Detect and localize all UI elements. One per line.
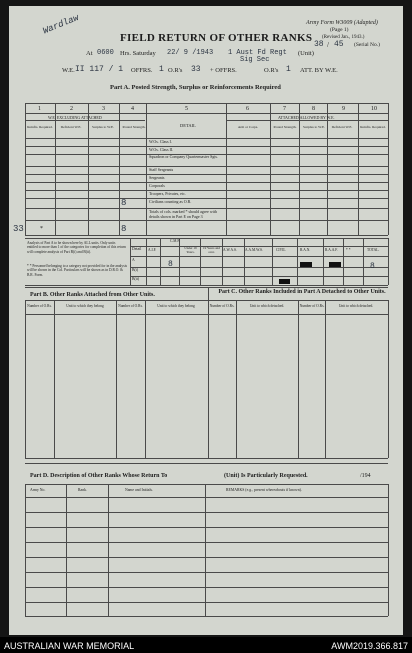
analysis-header-5: R.A.N.	[300, 248, 311, 252]
row-line	[25, 190, 388, 191]
analysis-bottom-line	[25, 285, 388, 286]
analysis-column-line	[222, 238, 223, 285]
column-line	[119, 103, 120, 235]
part-d-row-line	[25, 512, 388, 513]
left-header-1: Deficient W.E.	[60, 125, 82, 129]
detail-row-5: Corporals	[149, 183, 165, 188]
part-d-column-line	[205, 484, 206, 616]
part-d-header-0: Army No.	[30, 488, 46, 492]
column-line	[299, 103, 300, 235]
analysis-header-8: TOTAL.	[367, 248, 380, 252]
part-b-header-1: Unit to which they belong	[66, 304, 104, 308]
row-line	[25, 146, 388, 147]
analysis-row-label-1: B(i)	[132, 268, 139, 272]
serial-slash: /	[327, 41, 329, 49]
column-number-2: 2	[70, 106, 73, 112]
left-group-header: W.E. EXCLUDING ATTACHED	[48, 115, 102, 120]
left-header-2: Surplus to W.E.	[92, 125, 114, 129]
row-line	[25, 166, 388, 167]
part-bc-bottom-line	[25, 458, 388, 459]
column-number-4: 4	[131, 106, 134, 112]
troopers-posted-value: 8	[121, 198, 127, 208]
serial-label: (Serial No.)	[354, 42, 380, 48]
left-group-line	[25, 120, 145, 121]
part-bc-column-line	[208, 300, 209, 458]
column-number-8: 8	[312, 106, 315, 112]
analysis-header-3: A.A.M.W.S.	[245, 248, 263, 252]
part-b-title: Part B. Other Ranks Attached from Other Units.	[30, 292, 155, 298]
total-posted-value: 8	[121, 224, 127, 234]
part-a-top-line	[25, 103, 388, 104]
redaction-block-1	[300, 262, 312, 267]
right-header-1: Posted Strength.	[273, 125, 297, 129]
part-d-row-line	[25, 602, 388, 603]
detail-row-2: Squadron or Company Quartermaster Sgts.	[149, 154, 218, 159]
part-d-column-line	[25, 484, 26, 616]
part-d-header-2: Name and Initials.	[125, 488, 153, 492]
part-d-date-suffix: /194	[360, 473, 371, 479]
part-d-header-line	[25, 497, 388, 498]
part-bc-column-line	[54, 300, 55, 458]
part-d-row-line	[25, 572, 388, 573]
analysis-header-7: * *	[346, 248, 351, 252]
form-title: FIELD RETURN OF OTHER RANKS	[120, 32, 313, 44]
analysis-header-line	[130, 256, 388, 257]
analysis-cmf-under: Under 19 Years.	[184, 246, 197, 254]
form-number: Army Form W3009 (Adapted)	[306, 20, 378, 26]
column-line	[226, 103, 227, 235]
line2-att: ATT. BY W.E.	[300, 67, 338, 74]
detail-header: DETAIL	[180, 123, 196, 128]
detail-row-8: Totals of cols. marked * should agree with details shown in Part E on Page 3	[149, 209, 217, 219]
row-line	[25, 138, 388, 139]
analysis-column-line	[130, 238, 131, 285]
analysis-row-label-2: B(ii)	[132, 277, 140, 281]
part-bc-title-line	[25, 300, 388, 301]
serial-value-2: 45	[334, 40, 344, 49]
line1-unit: 1 Aust Fd Regt	[228, 49, 287, 57]
part-d-row-line	[25, 557, 388, 558]
line2-offrs-label: OFFRS.	[131, 67, 153, 74]
part-b-header-3: Unit to which they belong	[157, 304, 195, 308]
part-d-title-line	[25, 484, 388, 485]
part-bc-divider	[208, 287, 209, 300]
analysis-header-4: CIVIL	[276, 248, 286, 252]
part-c-header-2: Number of O.Rs.	[299, 304, 325, 308]
column-number-7: 7	[283, 106, 286, 112]
left-header-3: Posted Strength.	[122, 125, 146, 129]
line1-unit-sub: Sig Sec	[240, 56, 270, 64]
analysis-column-line	[146, 238, 147, 285]
left-header-0: Reinfts. Required.	[27, 125, 53, 129]
analysis-row-line	[130, 276, 388, 277]
right-header-4: Reinfts. Required.	[360, 125, 386, 129]
right-header-2: Surplus to W.E.	[303, 125, 325, 129]
line2-we-value: II 117 / 1	[75, 65, 124, 74]
part-bc-column-line	[236, 300, 237, 458]
detail-row-1: W.Os. Class II.	[149, 147, 174, 152]
analysis-column-line	[363, 238, 364, 285]
row-line	[25, 174, 388, 175]
row-line	[25, 182, 388, 183]
column-number-3: 3	[102, 106, 105, 112]
part-bc-top-line	[25, 287, 388, 288]
total-mark: *	[40, 226, 43, 232]
part-bc-column-line	[388, 300, 389, 458]
analysis-header-6: R.A.A.F.	[325, 248, 338, 252]
analysis-header-1: C.M.F.	[170, 239, 180, 243]
line1-date: 22/ 9 /1943	[167, 49, 214, 57]
part-c-title: Part C. Other Ranks Included in Part A Detached to Other Units.	[218, 289, 386, 295]
part-d-column-line	[388, 484, 389, 616]
row-line	[25, 198, 388, 199]
analysis-top-line	[25, 238, 388, 239]
handwritten-stamp: Wardlaw	[41, 12, 81, 37]
column-number-10: 10	[371, 106, 377, 112]
footer-left: AUSTRALIAN WAR MEMORIAL	[4, 641, 135, 651]
line2-offrs-value: 1	[159, 65, 164, 74]
analysis-a-aif-value: 8	[168, 260, 173, 269]
line2-ors2-value: 1	[286, 65, 291, 74]
analysis-column-line	[388, 238, 389, 285]
part-d-top-line	[25, 463, 388, 464]
line1-mid: Hrs. Saturday	[120, 50, 156, 57]
row-line	[25, 235, 388, 236]
part-c-header-0: Number of O.Rs.	[209, 304, 235, 308]
right-header-0: Arm or Corps.	[237, 125, 259, 129]
analysis-column-line	[272, 238, 273, 285]
form-sheet	[9, 6, 403, 635]
form-page: (Page 1)	[330, 27, 349, 33]
form-revised: (Revised Jan., 1943.)	[322, 35, 365, 40]
detail-row-3: Staff Sergeants	[149, 167, 174, 172]
analysis-header-2: A.W.A.S.	[223, 248, 237, 252]
line2-we-label: W.E.	[62, 67, 75, 74]
part-b-header-0: Number of O.Rs.	[27, 304, 52, 308]
part-d-title-unit: (Unit) Is Particularly Requested.	[224, 473, 308, 479]
column-number-9: 9	[342, 106, 345, 112]
part-d-row-line	[25, 542, 388, 543]
column-number-1: 1	[38, 106, 41, 112]
column-line	[327, 103, 328, 235]
right-header-3: Deficient W.E.	[331, 125, 353, 129]
analysis-text-1: Analysis of Part A to be shown here by ALL units. Only units entitled to more than 1 of the categories for completion of this return will complete analysis of Part B(i) and B(ii).	[27, 241, 126, 254]
column-line	[270, 103, 271, 235]
part-c-header-3: Unit to which detached.	[338, 304, 374, 308]
analysis-column-line	[297, 238, 298, 285]
part-d-title: Part D. Description of Other Ranks Whose Return To	[30, 473, 168, 479]
right-group-header: ATTACHED ALLOWED BY W.E.	[278, 115, 335, 120]
part-bc-column-line	[116, 300, 117, 458]
part-bc-column-line	[25, 300, 26, 458]
column-line	[88, 103, 89, 235]
analysis-column-line	[160, 238, 161, 285]
serial-value: 38	[314, 40, 324, 49]
line1-prefix: At	[86, 50, 93, 57]
total-reinf-value: 33	[13, 224, 24, 234]
detail-row-4: Sergeants	[149, 175, 165, 180]
analysis-cmf-over: 19 Years and over.	[203, 246, 220, 254]
column-number-5: 5	[185, 106, 188, 112]
analysis-column-line	[179, 238, 180, 285]
column-line	[55, 103, 56, 235]
part-d-column-line	[108, 484, 109, 616]
column-line	[146, 103, 147, 235]
analysis-detail-label: Detail	[132, 247, 142, 251]
detail-row-6: Troopers, Privates, etc.	[149, 191, 186, 196]
analysis-text-2: * * Personnel belonging to a category not provided for in the analysis will be shown in the Col. Particulars will be shown as in D.R.O. & B.R. Form.	[27, 264, 128, 277]
analysis-header-0: A.I.F.	[148, 248, 157, 252]
part-d-row-line	[25, 527, 388, 528]
analysis-column-line	[200, 238, 201, 285]
analysis-column-line	[244, 238, 245, 285]
part-bc-header-line	[25, 314, 388, 315]
analysis-row-label-0: A	[132, 258, 135, 262]
part-bc-column-line	[298, 300, 299, 458]
column-line	[358, 103, 359, 235]
part-b-header-2: Number of O.Rs.	[118, 304, 143, 308]
part-a-title: Part A. Posted Strength, Surplus or Reinforcements Required	[110, 84, 281, 91]
analysis-column-line	[343, 238, 344, 285]
part-d-bottom-line	[25, 616, 388, 617]
line2-ors2-label: O.R's	[264, 67, 279, 74]
part-d-header-3: REMARKS (e.g., present whereabouts if known).	[226, 488, 302, 492]
line2-ors-label: O.R's	[168, 67, 183, 74]
column-number-line	[25, 113, 388, 114]
part-d-row-line	[25, 587, 388, 588]
line1-suffix: (Unit)	[298, 50, 314, 57]
part-c-header-1: Unit to which detached.	[249, 304, 285, 308]
redaction-block-2	[329, 262, 341, 267]
detail-row-7: Civilians counting as O.R.	[149, 199, 192, 204]
part-bc-column-line	[325, 300, 326, 458]
part-bc-column-line	[145, 300, 146, 458]
footer-bar	[0, 637, 412, 653]
column-line	[388, 103, 389, 235]
column-line	[25, 103, 26, 235]
column-number-6: 6	[246, 106, 249, 112]
line1-time: 0600	[97, 49, 114, 57]
part-d-column-line	[66, 484, 67, 616]
analysis-total-value: 8	[370, 262, 375, 271]
part-d-header-1: Rank.	[78, 488, 87, 492]
line2-plus: + OFFRS.	[210, 67, 237, 74]
right-group-line	[226, 120, 388, 121]
line2-ors-value: 33	[191, 65, 201, 74]
analysis-sub-line	[130, 246, 388, 247]
row-line	[25, 220, 388, 221]
footer-right: AWM2019.366.817	[331, 641, 408, 651]
redaction-block-3	[279, 279, 290, 284]
detail-row-0: W.Os. Class I.	[149, 139, 172, 144]
analysis-column-line	[323, 238, 324, 285]
